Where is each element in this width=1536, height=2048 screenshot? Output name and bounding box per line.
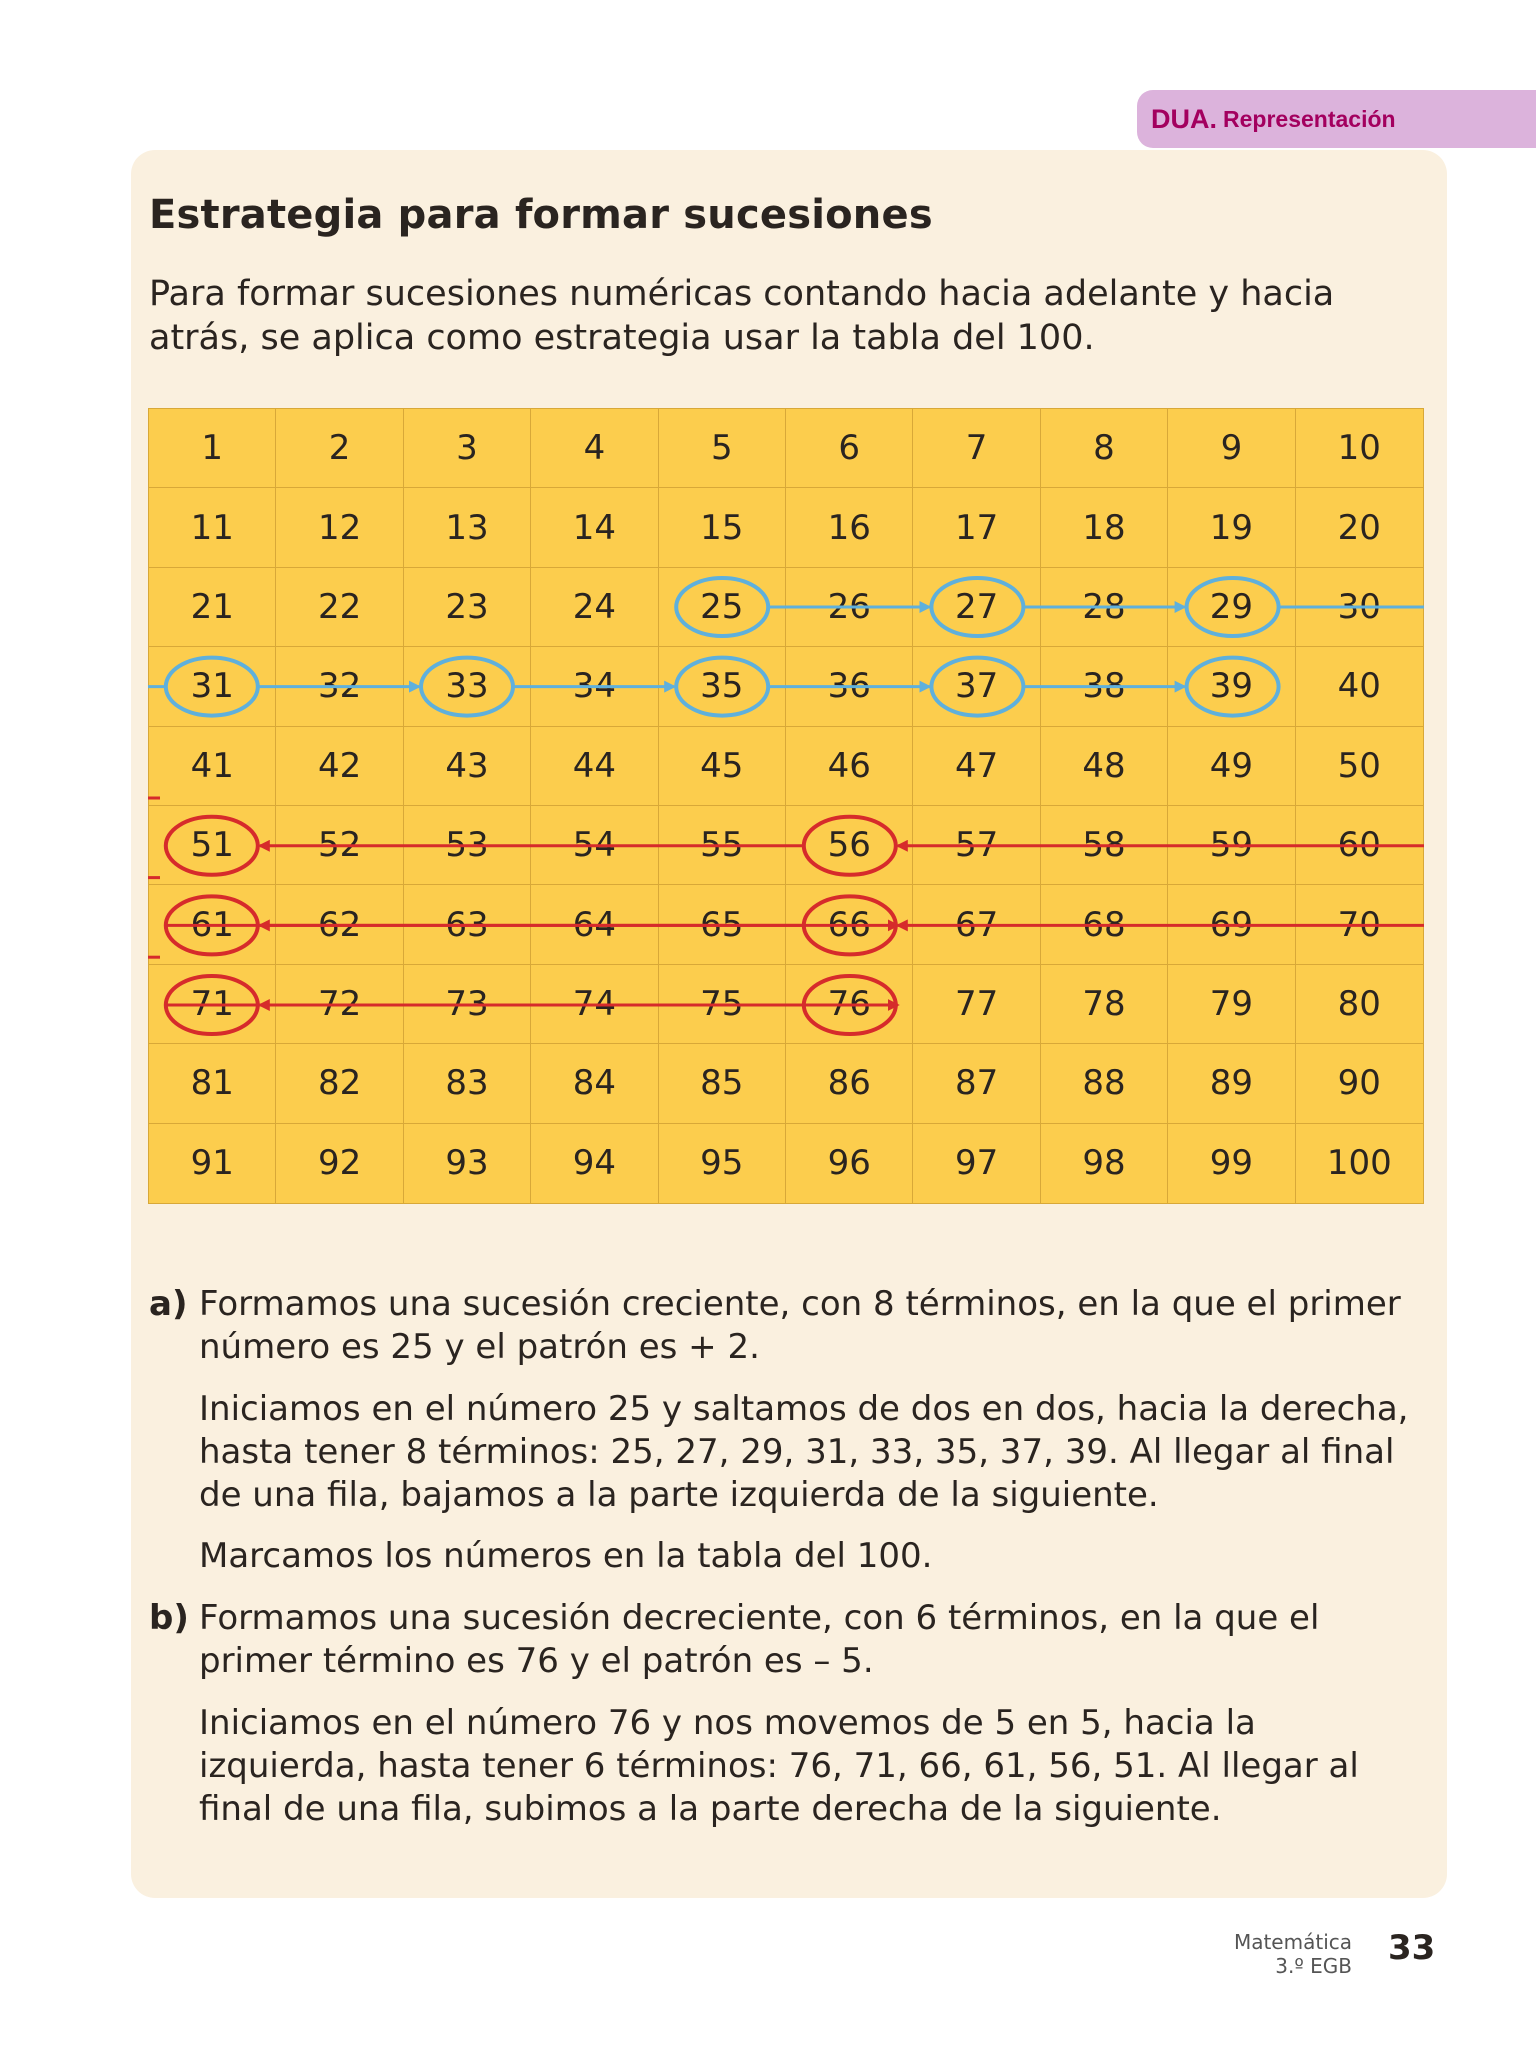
table-cell-3: 3 — [404, 409, 531, 488]
item-b-statement: Formamos una sucesión decreciente, con 6 términos, en la que el primer término es 76 y el patrón es – 5. — [199, 1598, 1320, 1681]
table-cell-63: 63 — [404, 885, 531, 964]
table-cell-68: 68 — [1041, 885, 1168, 964]
item-a-note: Marcamos los números en la tabla del 100. — [199, 1536, 933, 1576]
table-cell-72: 72 — [276, 965, 403, 1044]
table-cell-52: 52 — [276, 806, 403, 885]
table-cell-31: 31 — [149, 647, 276, 726]
table-cell-83: 83 — [404, 1044, 531, 1123]
table-cell-34: 34 — [531, 647, 658, 726]
table-cell-27: 27 — [913, 568, 1040, 647]
table-cell-73: 73 — [404, 965, 531, 1044]
table-cell-70: 70 — [1296, 885, 1423, 964]
table-cell-40: 40 — [1296, 647, 1423, 726]
footer-grade: 3.º EGB — [1275, 1954, 1352, 1978]
table-cell-58: 58 — [1041, 806, 1168, 885]
table-cell-78: 78 — [1041, 965, 1168, 1044]
table-cell-54: 54 — [531, 806, 658, 885]
table-cell-48: 48 — [1041, 727, 1168, 806]
table-cell-2: 2 — [276, 409, 403, 488]
table-cell-18: 18 — [1041, 488, 1168, 567]
table-cell-86: 86 — [786, 1044, 913, 1123]
table-cell-19: 19 — [1168, 488, 1295, 567]
table-cell-62: 62 — [276, 885, 403, 964]
table-cell-59: 59 — [1168, 806, 1295, 885]
table-cell-87: 87 — [913, 1044, 1040, 1123]
table-cell-71: 71 — [149, 965, 276, 1044]
table-cell-15: 15 — [659, 488, 786, 567]
table-cell-38: 38 — [1041, 647, 1168, 726]
table-cell-77: 77 — [913, 965, 1040, 1044]
table-cell-88: 88 — [1041, 1044, 1168, 1123]
table-cell-76: 76 — [786, 965, 913, 1044]
table-cell-95: 95 — [659, 1124, 786, 1203]
table-cell-21: 21 — [149, 568, 276, 647]
table-cell-22: 22 — [276, 568, 403, 647]
table-cell-49: 49 — [1168, 727, 1295, 806]
table-cell-89: 89 — [1168, 1044, 1295, 1123]
table-cell-65: 65 — [659, 885, 786, 964]
section-title: Estrategia para formar sucesiones — [149, 192, 933, 238]
table-cell-96: 96 — [786, 1124, 913, 1203]
table-cell-55: 55 — [659, 806, 786, 885]
page-number: 33 — [1388, 1928, 1436, 1968]
table-cell-98: 98 — [1041, 1124, 1168, 1203]
item-a-statement: Formamos una sucesión creciente, con 8 términos, en la que el primer número es 25 y el patrón es + 2. — [199, 1284, 1401, 1367]
table-cell-74: 74 — [531, 965, 658, 1044]
table-cell-17: 17 — [913, 488, 1040, 567]
table-cell-20: 20 — [1296, 488, 1423, 567]
table-cell-12: 12 — [276, 488, 403, 567]
table-cell-24: 24 — [531, 568, 658, 647]
table-cell-99: 99 — [1168, 1124, 1295, 1203]
table-cell-8: 8 — [1041, 409, 1168, 488]
table-cell-28: 28 — [1041, 568, 1168, 647]
table-cell-51: 51 — [149, 806, 276, 885]
table-cell-92: 92 — [276, 1124, 403, 1203]
table-cell-46: 46 — [786, 727, 913, 806]
item-a — [149, 1283, 1419, 1369]
table-cell-75: 75 — [659, 965, 786, 1044]
table-cell-90: 90 — [1296, 1044, 1423, 1123]
dua-sub-label: Representación — [1223, 105, 1396, 132]
table-cell-93: 93 — [404, 1124, 531, 1203]
table-cell-50: 50 — [1296, 727, 1423, 806]
table-cell-29: 29 — [1168, 568, 1295, 647]
table-cell-60: 60 — [1296, 806, 1423, 885]
table-cell-10: 10 — [1296, 409, 1423, 488]
table-cell-43: 43 — [404, 727, 531, 806]
table-cell-35: 35 — [659, 647, 786, 726]
table-cell-82: 82 — [276, 1044, 403, 1123]
footer-subject: Matemática — [1233, 1930, 1352, 1954]
section-intro: Para formar sucesiones numéricas contando hacia adelante y hacia atrás, se aplica como estrategia usar la tabla del 100. — [149, 274, 1335, 358]
item-a-marker: a) — [149, 1284, 188, 1324]
table-cell-64: 64 — [531, 885, 658, 964]
table-cell-79: 79 — [1168, 965, 1295, 1044]
table-cell-84: 84 — [531, 1044, 658, 1123]
table-cell-61: 61 — [149, 885, 276, 964]
table-cell-57: 57 — [913, 806, 1040, 885]
table-cell-30: 30 — [1296, 568, 1423, 647]
table-cell-1: 1 — [149, 409, 276, 488]
table-cell-23: 23 — [404, 568, 531, 647]
table-cell-37: 37 — [913, 647, 1040, 726]
table-cell-80: 80 — [1296, 965, 1423, 1044]
table-cell-39: 39 — [1168, 647, 1295, 726]
table-cell-36: 36 — [786, 647, 913, 726]
table-cell-66: 66 — [786, 885, 913, 964]
table-cell-26: 26 — [786, 568, 913, 647]
item-b-marker: b) — [149, 1598, 189, 1638]
table-cell-100: 100 — [1326, 1143, 1392, 1184]
table-cell-13: 13 — [404, 488, 531, 567]
table-cell-9: 9 — [1168, 409, 1295, 488]
table-cell-41: 41 — [149, 727, 276, 806]
dua-label: DUA. — [1151, 103, 1217, 134]
item-a-explanation: Iniciamos en el número 25 y saltamos de dos en dos, hacia la derecha, hasta tener 8 términos: 25, 27, 29, 31, 33, 35, 37, 39. Al llegar al final de una fila, bajamos a la parte izquierda de la siguiente. — [199, 1389, 1409, 1515]
table-cell-45: 45 — [659, 727, 786, 806]
table-cell-85: 85 — [659, 1044, 786, 1123]
table-cell-44: 44 — [531, 727, 658, 806]
table-cell-33: 33 — [404, 647, 531, 726]
table-cell-42: 42 — [276, 727, 403, 806]
table-cell-47: 47 — [913, 727, 1040, 806]
table-cell-7: 7 — [913, 409, 1040, 488]
table-cell-11: 11 — [149, 488, 276, 567]
table-cell-5: 5 — [659, 409, 786, 488]
hundred-table — [148, 408, 1424, 1204]
table-cell-91: 91 — [149, 1124, 276, 1203]
table-cell-6: 6 — [786, 409, 913, 488]
table-cell-16: 16 — [786, 488, 913, 567]
item-b-explanation: Iniciamos en el número 76 y nos movemos de 5 en 5, hacia la izquierda, hasta tener 6 términos: 76, 71, 66, 61, 56, 51. Al llegar al final de una fila, subimos a la parte derecha de la siguiente. — [199, 1703, 1359, 1829]
item-b — [149, 1597, 1419, 1683]
table-cell-56: 56 — [786, 806, 913, 885]
table-cell-81: 81 — [149, 1044, 276, 1123]
table-cell-69: 69 — [1168, 885, 1295, 964]
table-cell-32: 32 — [276, 647, 403, 726]
table-cell-25: 25 — [659, 568, 786, 647]
table-cell-4: 4 — [531, 409, 658, 488]
table-cell-67: 67 — [913, 885, 1040, 964]
table-cell-94: 94 — [531, 1124, 658, 1203]
table-cell-14: 14 — [531, 488, 658, 567]
dua-representacion-tab — [1137, 90, 1536, 148]
table-cell-53: 53 — [404, 806, 531, 885]
table-cell-97: 97 — [913, 1124, 1040, 1203]
